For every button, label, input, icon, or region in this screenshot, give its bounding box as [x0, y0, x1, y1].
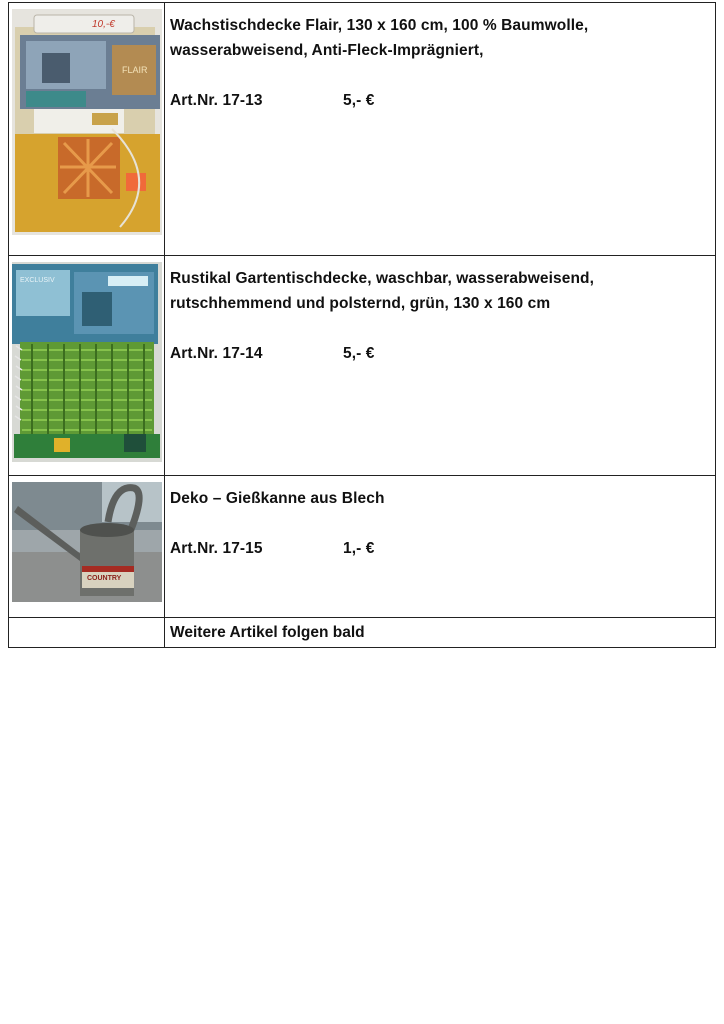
article-photo-cell: [9, 3, 165, 256]
article-number: Art.Nr. 17-15: [170, 540, 263, 557]
article-text-cell: [165, 256, 716, 476]
article-price: 5,- €: [343, 345, 375, 362]
article-row: [9, 476, 716, 618]
package-brand-text: FLAIR: [122, 65, 148, 75]
article-price: 5,- €: [343, 92, 375, 109]
article-text-cell: [165, 3, 716, 256]
article-photo-cell: [9, 256, 165, 476]
article-price: 1,- €: [343, 540, 375, 557]
footer-text: Weitere Artikel folgen bald: [170, 624, 365, 641]
article-number-line: [170, 88, 709, 113]
footer-cell: [165, 618, 716, 648]
article-row: [9, 256, 716, 476]
article-number: Art.Nr. 17-14: [170, 345, 263, 362]
article-description: Deko – Gießkanne aus Blech: [170, 490, 385, 507]
article-table: [8, 2, 716, 648]
package-brand-text: EXCLUSIV: [20, 277, 55, 284]
garden-tablecloth-photo: [12, 262, 162, 462]
article-number: Art.Nr. 17-13: [170, 92, 263, 109]
article-number-line: [170, 536, 709, 561]
tablecloth-flair-photo: [12, 9, 162, 235]
article-description: Rustikal Gartentischdecke, waschbar, wasserabweisend, rutschhemmend und polsternd, grün, 130 x 160 cm: [170, 270, 594, 312]
article-row: [9, 3, 716, 256]
footer-row: [9, 618, 716, 648]
article-description: Wachstischdecke Flair, 130 x 160 cm, 100 % Baumwolle, wasserabweisend, Anti-Fleck-Imprägniert,: [170, 17, 589, 59]
article-photo-cell: [9, 476, 165, 618]
article-number-line: [170, 341, 709, 366]
can-label-text: COUNTRY: [87, 575, 122, 582]
empty-cell: [9, 618, 165, 648]
price-handwriting: 10,-€: [92, 19, 115, 30]
watering-can-photo: [12, 482, 162, 602]
article-text-cell: [165, 476, 716, 618]
